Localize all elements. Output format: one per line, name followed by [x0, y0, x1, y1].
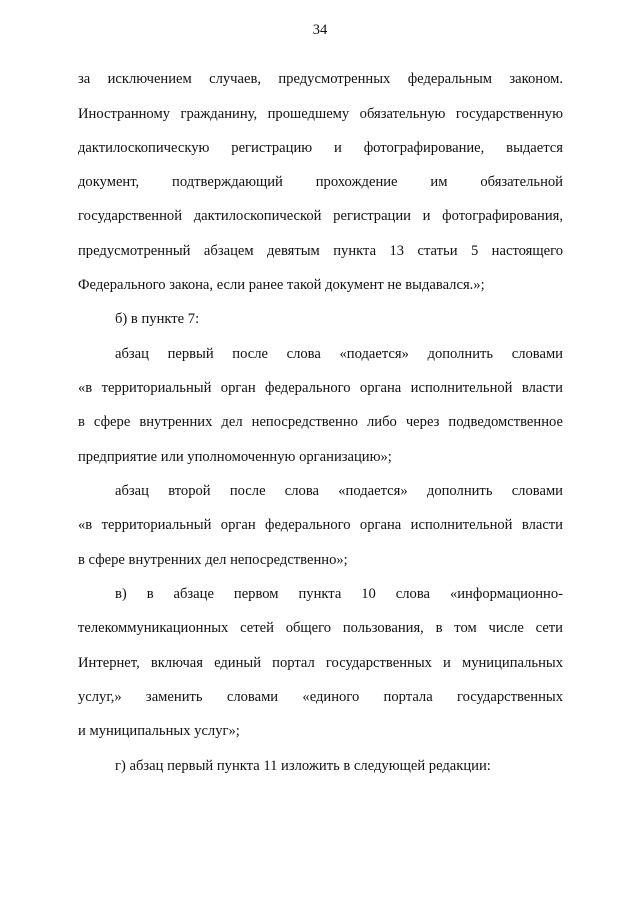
- text-line: в) в абзаце первом пункта 10 слова «информационно-: [115, 586, 563, 602]
- text-line: «в территориальный орган федерального органа исполнительной власти: [78, 380, 563, 396]
- text-line: государственной дактилоскопической регистрации и фотографирования,: [78, 208, 563, 224]
- text-line: в сфере внутренних дел непосредственно либо через подведомственное: [78, 414, 563, 430]
- text-line: телекоммуникационных сетей общего пользования, в том числе сети: [78, 620, 563, 636]
- text-line: абзац первый после слова «подается» дополнить словами: [115, 346, 563, 362]
- text-line: Иностранному гражданину, прошедшему обязательную государственную: [78, 106, 563, 122]
- text-line: предприятие или уполномоченную организацию»;: [78, 449, 392, 465]
- text-line: абзац второй после слова «подается» дополнить словами: [115, 483, 563, 499]
- text-line: «в территориальный орган федерального органа исполнительной власти: [78, 517, 563, 533]
- text-line: Федерального закона, если ранее такой документ не выдавался.»;: [78, 277, 485, 293]
- text-line: г) абзац первый пункта 11 изложить в следующей редакции:: [115, 758, 491, 774]
- text-line: документ, подтверждающий прохождение им обязательной: [78, 174, 563, 190]
- text-line: Интернет, включая единый портал государственных и муниципальных: [78, 655, 563, 671]
- text-line: б) в пункте 7:: [115, 311, 200, 327]
- text-line: услуг,» заменить словами «единого портала государственных: [78, 689, 563, 705]
- text-line: за исключением случаев, предусмотренных федеральным законом.: [78, 71, 563, 87]
- text-line: предусмотренный абзацем девятым пункта 13 статьи 5 настоящего: [78, 243, 563, 259]
- page-number: 34: [312, 22, 328, 38]
- text-line: и муниципальных услуг»;: [78, 723, 240, 739]
- text-line: дактилоскопическую регистрацию и фотографирование, выдается: [78, 140, 563, 156]
- text-line: в сфере внутренних дел непосредственно»;: [78, 552, 348, 568]
